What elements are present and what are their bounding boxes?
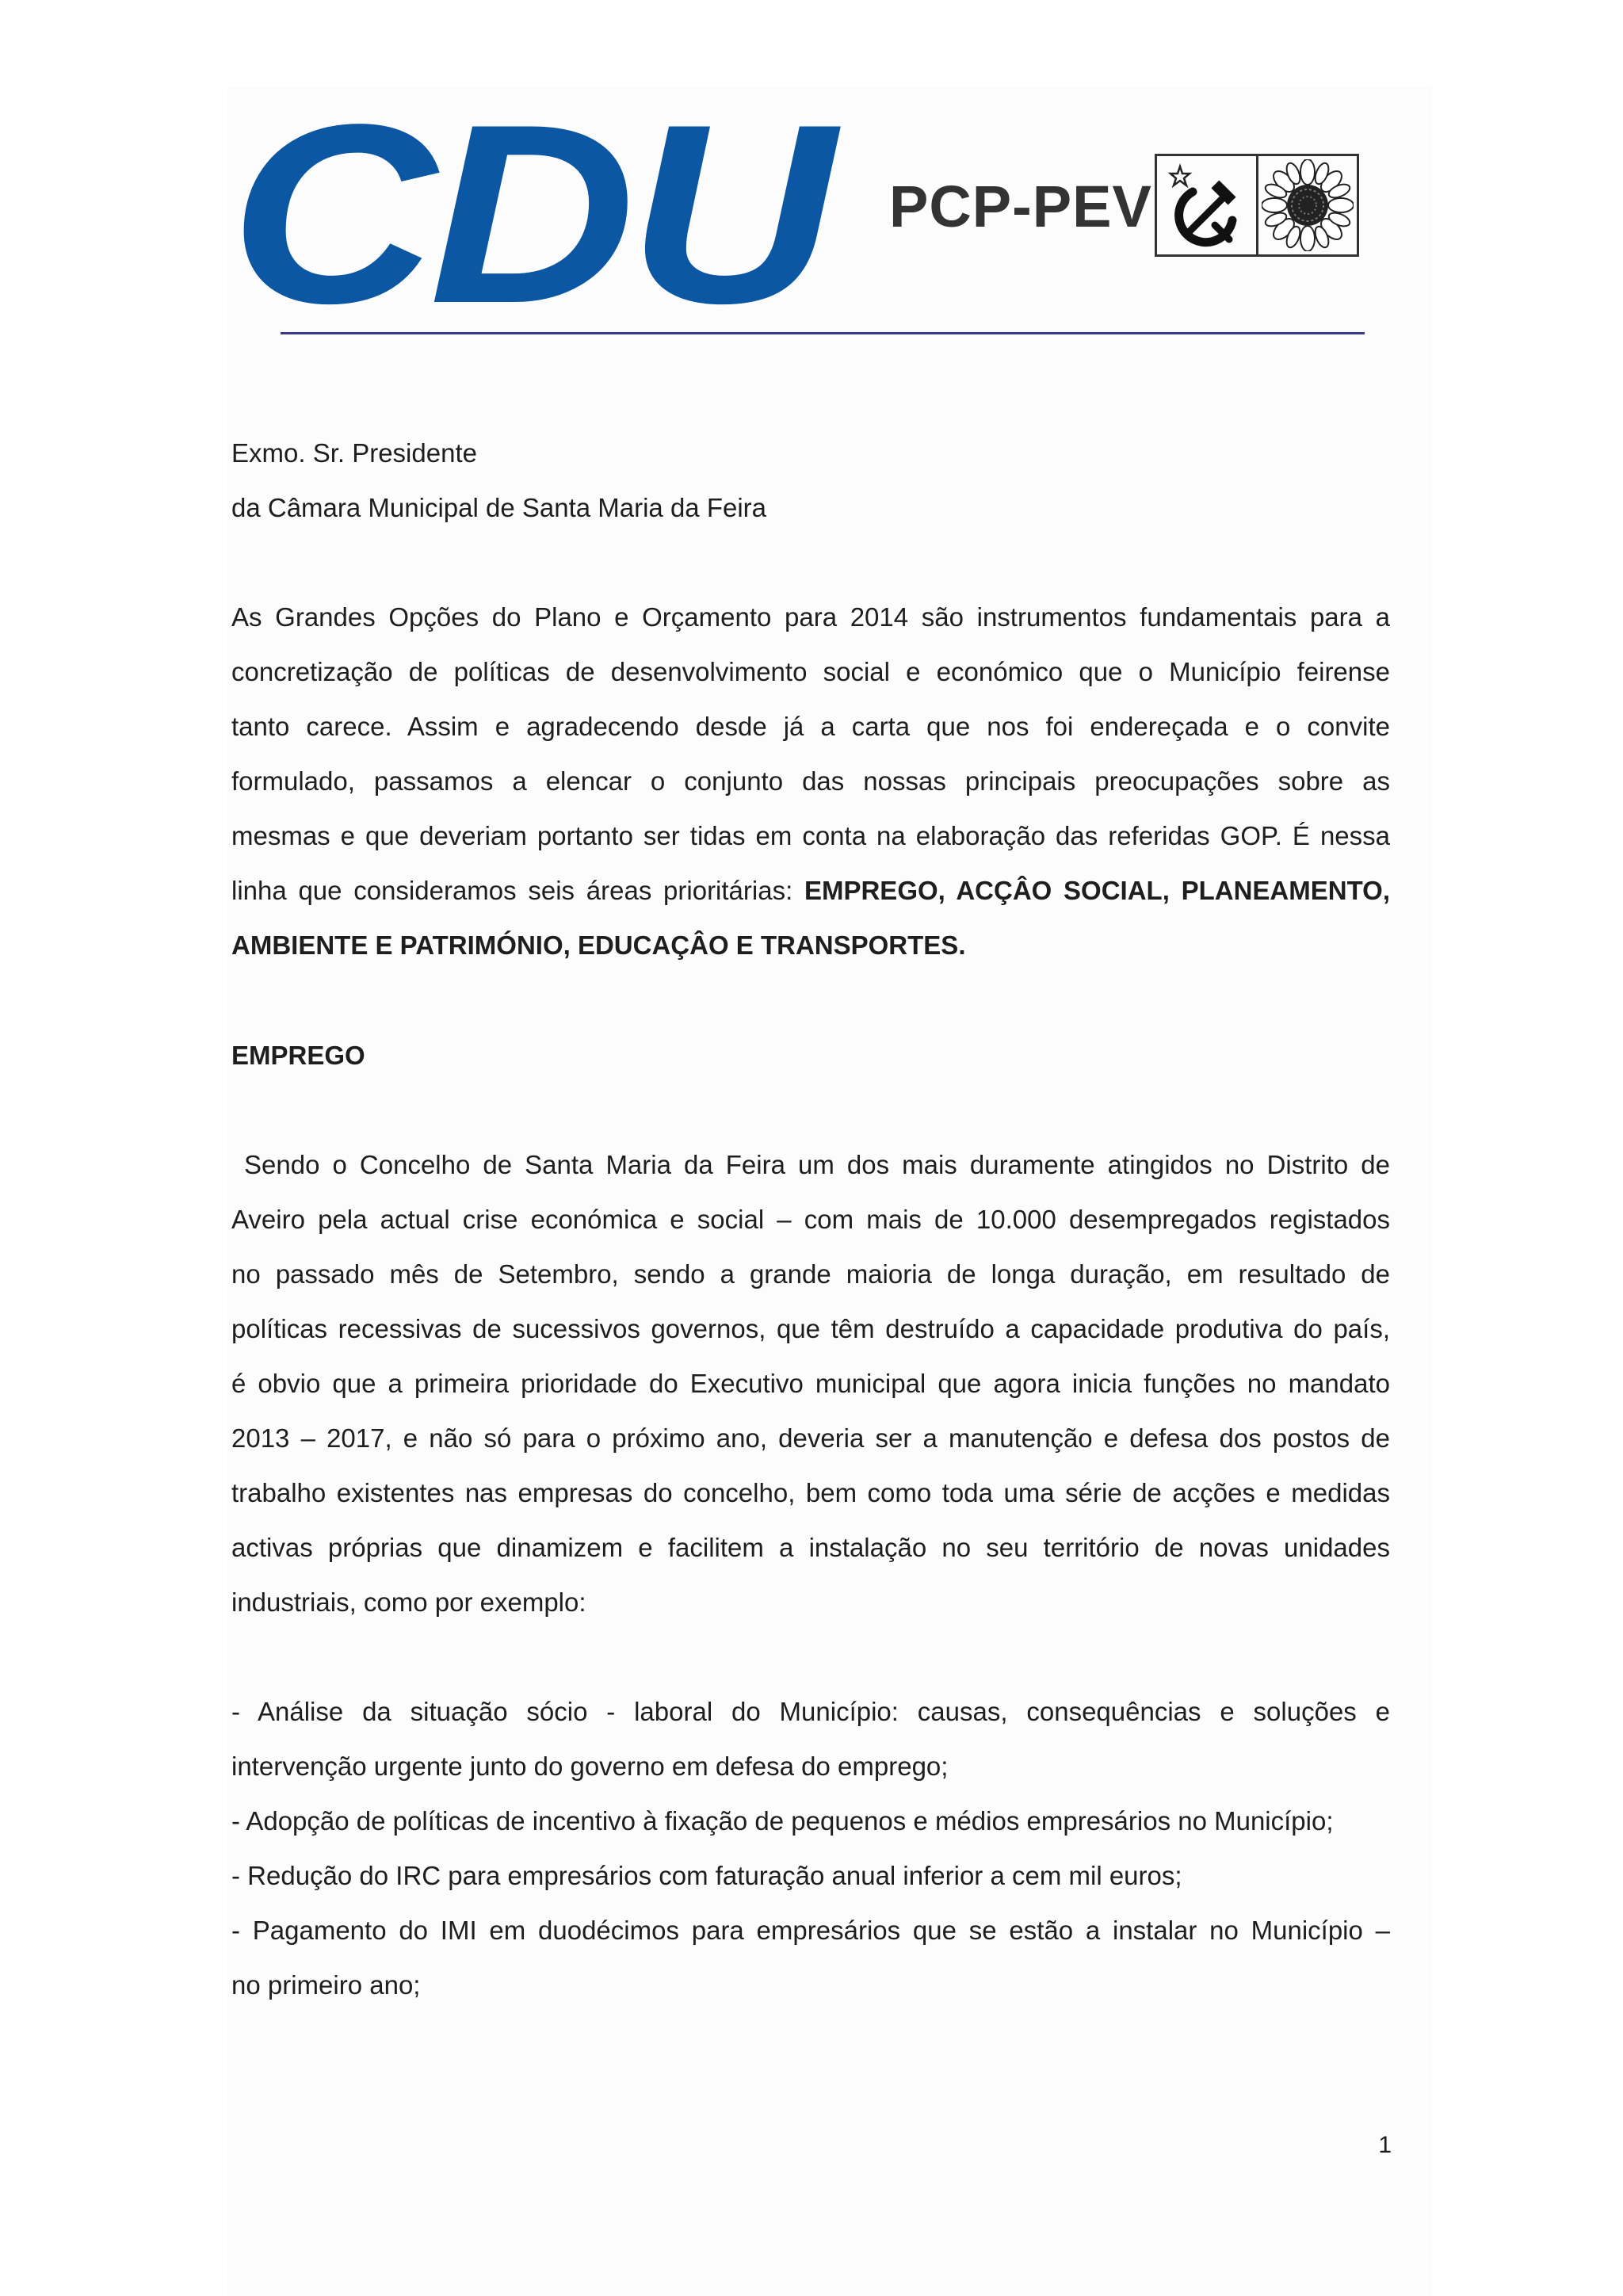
- intro-line: tanto carece. Assim e agradecendo desde já a carta que nos foi endereçada e o convite: [231, 712, 1390, 741]
- list-item-continuation: intervenção urgente junto do governo em defesa do emprego;: [231, 1752, 949, 1781]
- salutation-line-2: da Câmara Municipal de Santa Maria da Feira: [231, 493, 767, 522]
- emprego-measures-list: [231, 1684, 1390, 2012]
- emprego-line: 2013 – 2017, e não só para o próximo ano, deveria ser a manutenção e defesa dos postos de: [231, 1423, 1390, 1453]
- priority-areas-text: EMPREGO, ACÇÂO SOCIAL, PLANEAMENTO,: [804, 876, 1390, 905]
- intro-line: mesmas e que deveriam portanto ser tidas em conta na elaboração das referidas GOP. É nessa: [231, 821, 1390, 850]
- intro-line: concretização de políticas de desenvolvimento social e económico que o Município feirense: [231, 657, 1390, 686]
- list-item: - Pagamento do IMI em duodécimos para empresários que se estão a instalar no Município –: [231, 1916, 1390, 1945]
- emprego-paragraph: [231, 1137, 1390, 1629]
- intro-paragraph: [231, 590, 1390, 972]
- emprego-line: industriais, como por exemplo:: [231, 1587, 586, 1617]
- party-emblems: [1155, 154, 1359, 257]
- intro-line: formulado, passamos a elencar o conjunto das nossas principais preocupações sobre as: [231, 766, 1390, 796]
- emprego-line: trabalho existentes nas empresas do concelho, bem como toda uma série de acções e medidas: [231, 1478, 1390, 1507]
- list-item: - Redução do IRC para empresários com faturação anual inferior a cem mil euros;: [231, 1861, 1182, 1890]
- emprego-line: políticas recessivas de sucessivos governos, que têm destruído a capacidade produtiva do país,: [231, 1314, 1390, 1343]
- intro-line: As Grandes Opções do Plano e Orçamento para 2014 são instrumentos fundamentais para a: [231, 602, 1390, 632]
- emprego-line: no passado mês de Setembro, sendo a grande maioria de longa duração, em resultado de: [231, 1259, 1390, 1289]
- section-heading-emprego: EMPREGO: [231, 1041, 365, 1070]
- emprego-line: Aveiro pela actual crise económica e social – com mais de 10.000 desempregados registados: [231, 1205, 1390, 1234]
- salutation-line-1: Exmo. Sr. Presidente: [231, 438, 477, 468]
- emprego-line: activas próprias que dinamizem e facilitem a instalação no seu território de novas unidades: [231, 1533, 1390, 1562]
- intro-line-text: linha que consideramos seis áreas prioritárias:: [231, 876, 804, 905]
- star-hammer-sickle-icon: [1157, 156, 1256, 254]
- list-item: - Análise da situação sócio - laboral do Município: causas, consequências e soluções e: [231, 1697, 1390, 1726]
- cdu-logo-text: CDU: [230, 72, 828, 357]
- priority-areas-text: AMBIENTE E PATRIMÓNIO, EDUCAÇÂO E TRANSPORTES.: [231, 930, 966, 960]
- intro-line: [231, 863, 1390, 918]
- emprego-line: Sendo o Concelho de Santa Maria da Feira um dos mais duramente atingidos no Distrito de: [231, 1150, 1390, 1179]
- list-item: - Adopção de políticas de incentivo à fixação de pequenos e médios empresários no Município;: [231, 1806, 1334, 1836]
- cdu-logo: [230, 72, 828, 357]
- list-item-continuation: no primeiro ano;: [231, 1970, 421, 2000]
- emprego-line: é obvio que a primeira prioridade do Executivo municipal que agora inicia funções no mandato: [231, 1369, 1390, 1398]
- party-label: PCP-PEV: [889, 174, 1152, 239]
- sunflower-icon: [1256, 156, 1358, 254]
- page-number: 1: [1378, 2132, 1392, 2158]
- header-divider: [281, 332, 1365, 334]
